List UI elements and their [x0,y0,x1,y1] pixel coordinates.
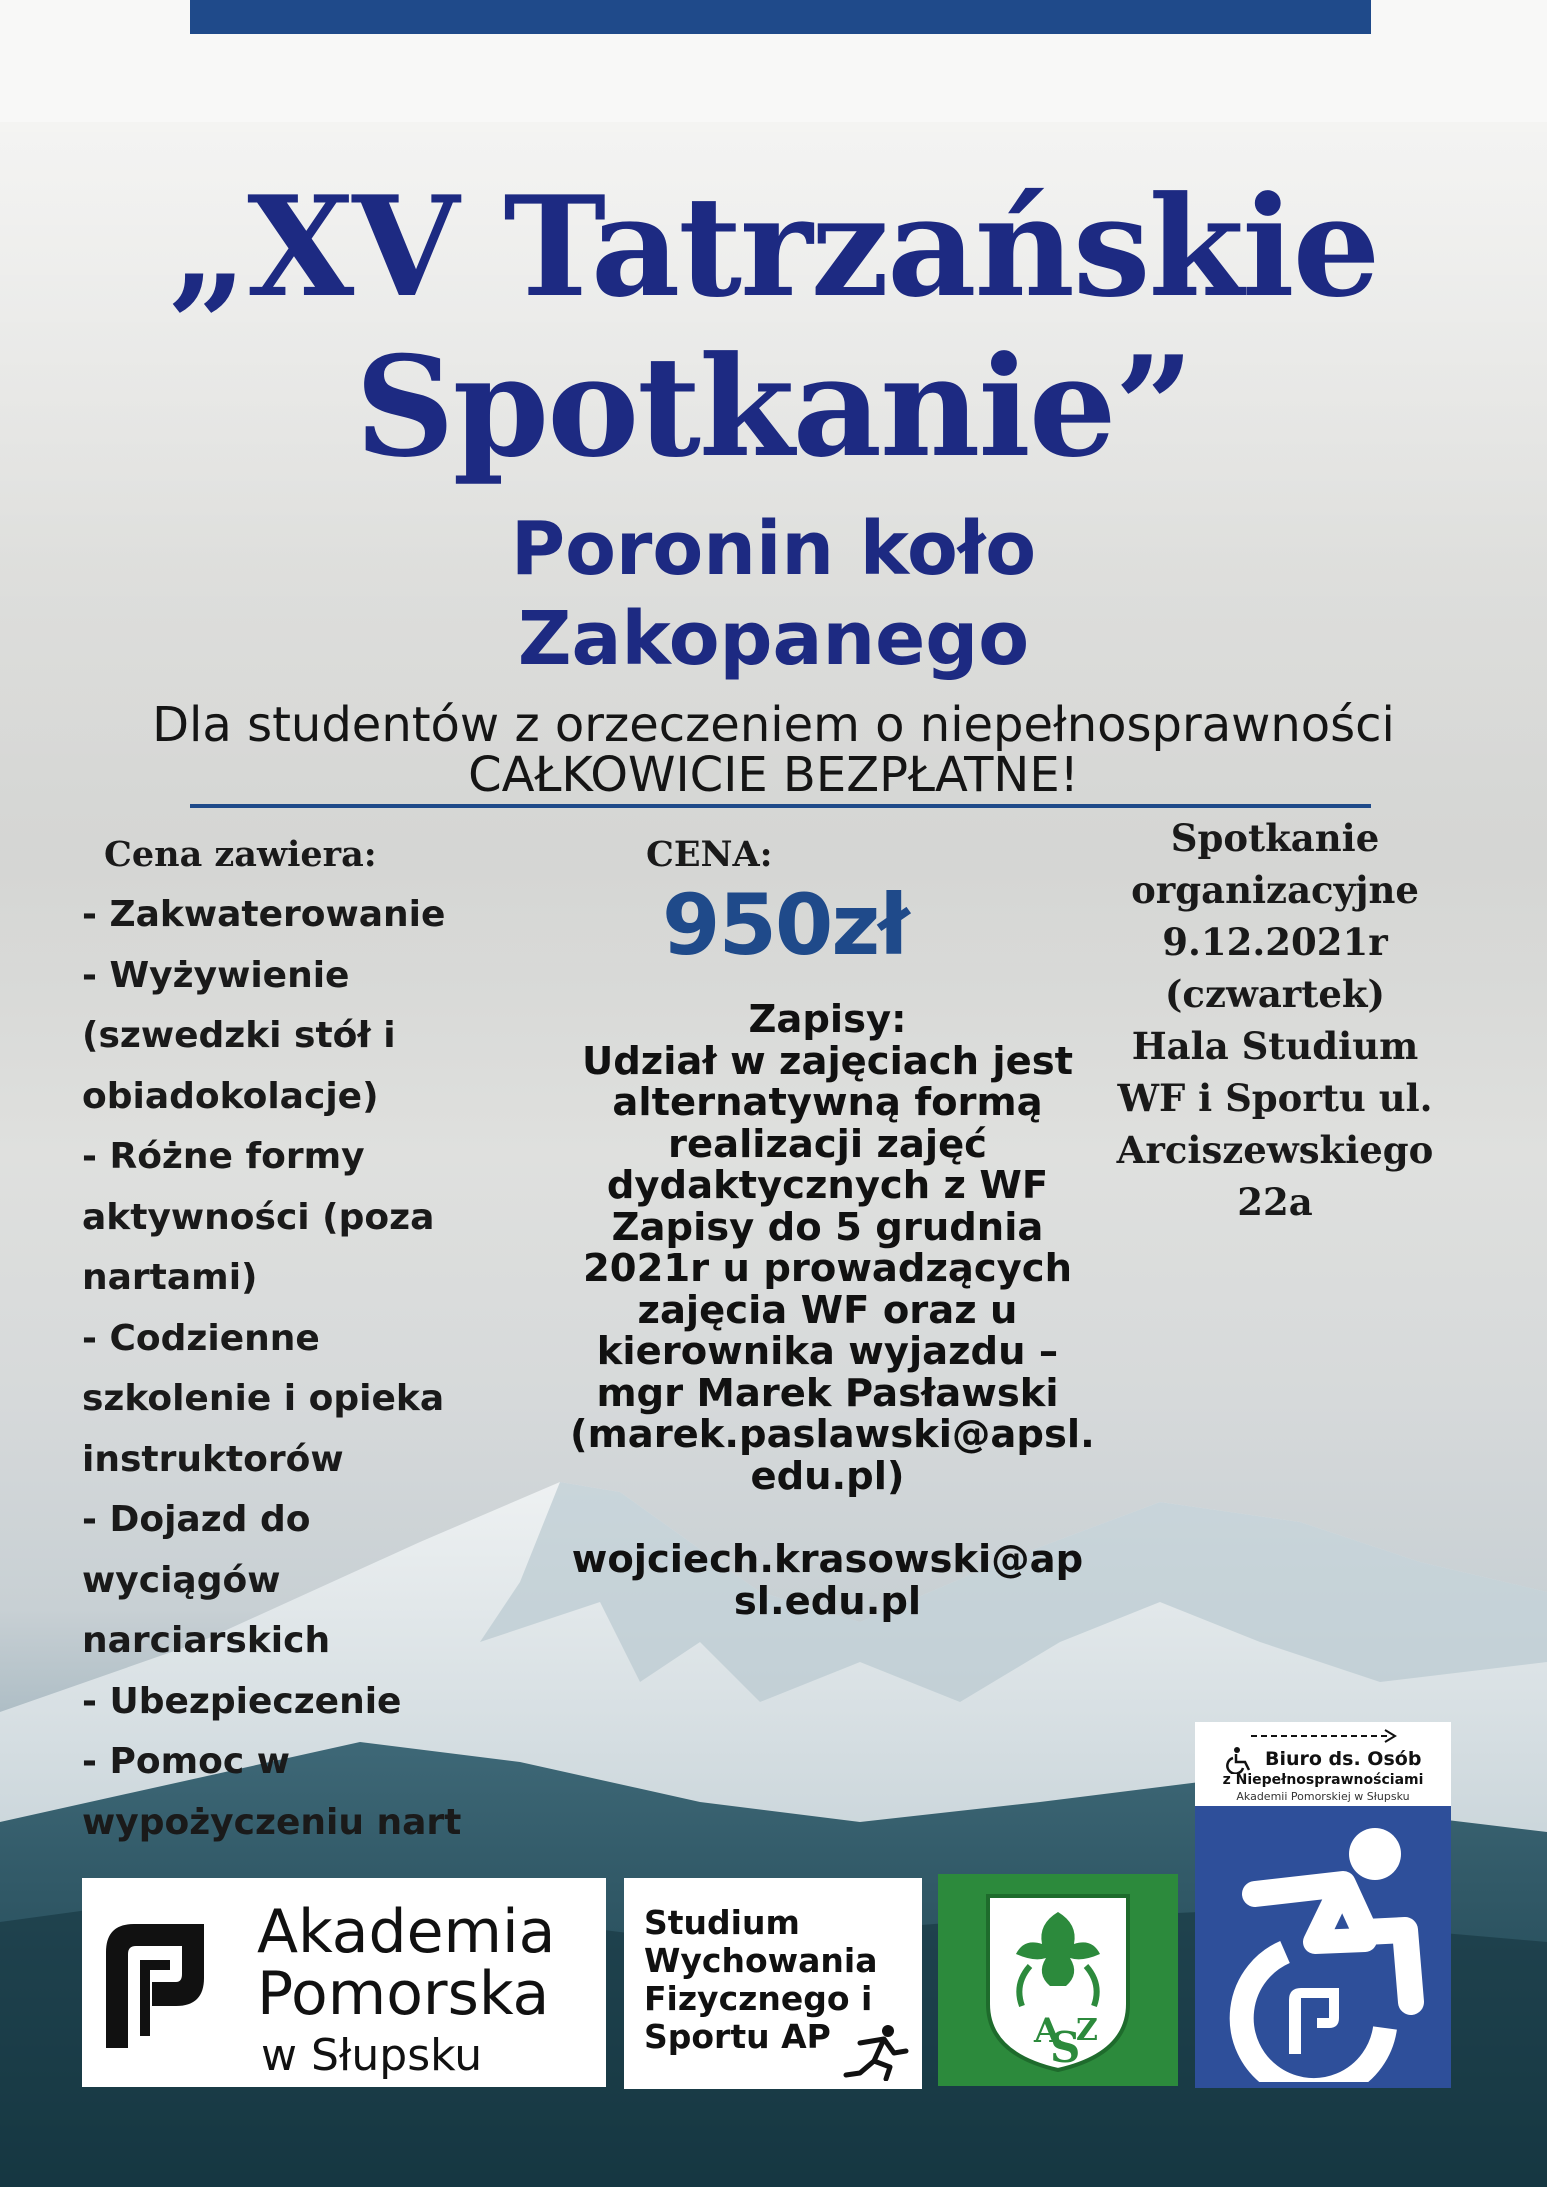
studium-wf-name: Studium Wychowania Fizycznego i Sportu AP [644,1903,878,2056]
meeting-info-section [1090,812,1460,1228]
studium-wf-logo [624,1878,922,2089]
azs-letter-s: S [1050,2023,1081,2072]
meeting-line: Arciszewskiego [1116,1128,1434,1172]
biuro-name-line-2: z Niepełnosprawnościami [1222,1772,1424,1788]
includes-item: - Różne formy [82,1136,365,1177]
wheelchair-icon [1215,1822,1435,2082]
includes-item: szkolenie i opieka [82,1378,445,1419]
azs-emblem-icon [938,1874,1178,2086]
includes-item: obiadokolacje) [82,1075,379,1117]
meeting-line: Hala Studium [1131,1024,1419,1068]
arrow-right-icon [1249,1728,1399,1744]
ap-emblem-icon [96,1916,214,2048]
azs-letter-a: A [1034,2011,1061,2051]
section-divider [190,804,1371,808]
ap-name-line-1: Akademia [257,1897,556,1967]
biuro-name-line-1: Biuro ds. Osób [1265,1748,1422,1770]
event-title-line-2: Spotkanie” [355,325,1192,488]
ap-name [257,1897,556,2081]
meeting-line: WF i Sportu ul. [1117,1076,1433,1120]
meeting-line: Spotkanie [1170,816,1380,860]
includes-item: - Ubezpieczenie [82,1680,402,1722]
biuro-name-line-3: Akademii Pomorskiej w Słupsku [1236,1790,1410,1803]
meeting-line: 22a [1237,1180,1313,1224]
intro-free-notice: CAŁKOWICIE BEZPŁATNE! [468,747,1079,803]
azs-logo [938,1874,1178,2086]
includes-item: aktywności (poza [82,1196,435,1238]
price-and-signup-section [570,830,1095,1624]
biuro-header [1195,1722,1451,1806]
includes-item: - Wyżywienie [82,954,350,996]
includes-item: instruktorów [82,1438,344,1480]
price-label: CENA: [646,834,773,875]
event-location-line-1: Poronin koło [510,506,1037,592]
includes-item: - Codzienne [82,1317,320,1359]
meeting-line: (czwartek) [1164,972,1386,1016]
includes-item: - Pomoc w [82,1741,290,1782]
azs-letter-z: Z [1076,2013,1098,2048]
event-title-line-1: „XV Tatrzańskie [168,165,1379,328]
wheelchair-small-icon [1223,1746,1257,1774]
includes-item: nartami) [82,1257,258,1298]
price-value: 950zł [662,876,908,974]
includes-item: (szwedzki stół i [82,1015,396,1056]
signup-info: Zapisy: Udział w zajęciach jest alternatywną formą realizacji zajęć dydaktycznych z WF Zapisy do 5 grudnia 2021r u prowadzących zajęcia WF oraz u kierownika wyjazdu – mgr Marek Pasławski (marek.paslawski@apsl. edu.pl) [570,997,1095,1499]
biuro-osob-niepelnosprawnych-logo [1195,1722,1451,2088]
price-includes-section [82,830,502,1853]
akademia-pomorska-logo [82,1878,606,2087]
event-location-line-2: Zakopanego [517,596,1030,682]
contact-email[interactable]: wojciech.krasowski@ap sl.edu.pl [571,1537,1084,1624]
runner-icon [840,2023,910,2081]
price-includes-heading: Cena zawiera: [104,834,377,875]
meeting-line: 9.12.2021r [1162,920,1388,964]
top-banner-bar [190,0,1371,34]
ap-name-line-2: Pomorska [257,1959,550,2029]
includes-item: wypożyczeniu nart [82,1801,462,1843]
includes-item: - Zakwaterowanie [82,894,446,935]
includes-item: - Dojazd do [82,1499,311,1540]
ap-name-line-3: w Słupsku [261,2030,483,2081]
includes-item: narciarskich [82,1620,331,1661]
includes-item: wyciągów [82,1559,281,1601]
meeting-line: organizacyjne [1131,868,1419,912]
intro-audience: Dla studentów z orzeczeniem o niepełnosprawności [152,697,1395,753]
